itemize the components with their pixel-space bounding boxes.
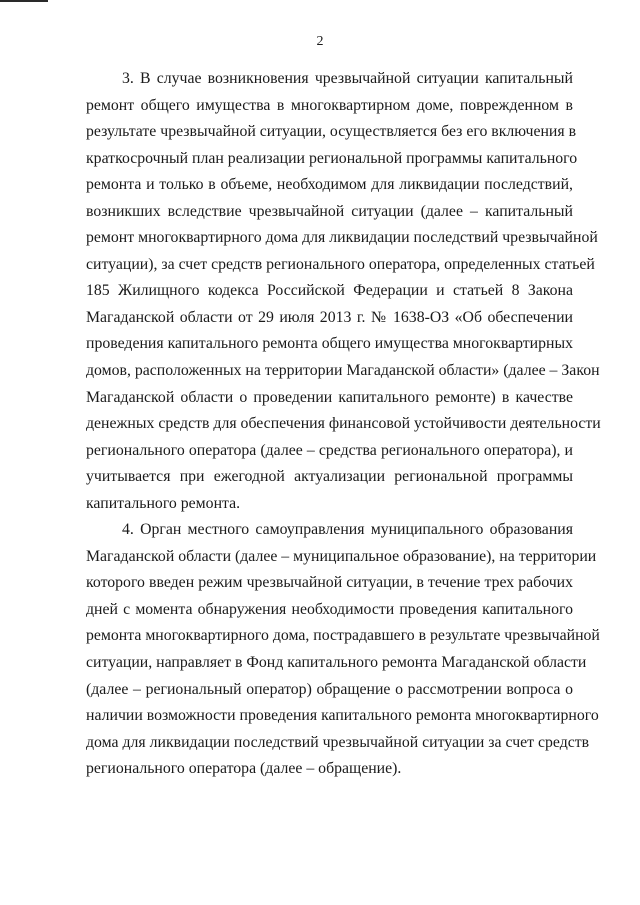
text-line: (далее – региональный оператор) обращение о рассмотрении вопроса о [86,680,573,698]
text-line: Магаданской области (далее – муниципальное образование), на территории [86,547,597,565]
paragraph-4 [86,517,600,782]
text-line: ремонт общего имущества в многоквартирном доме, поврежденном в [86,96,573,114]
text-line: учитывается при ежегодной актуализации региональной программы [86,468,573,486]
text-line: регионального оператора (далее – средства регионального оператора), и [86,441,573,459]
text-line: 3. В случае возникновения чрезвычайной ситуации капитальный [122,70,573,87]
text-line: домов, расположенных на территории Магаданской области» (далее – Закон [86,362,600,380]
text-line: денежных средств для обеспечения финансовой устойчивости деятельности [86,415,601,433]
page-number: 2 [316,34,324,49]
text-line: 4. Орган местного самоуправления муниципального образования [122,521,573,539]
text-line: возникших вследствие чрезвычайной ситуации (далее – капитальный [86,202,573,220]
text-line: наличии возможности проведения капитального ремонта многоквартирного [86,707,599,725]
text-line: Магаданской области от 29 июля 2013 г. № 1638-ОЗ «Об обеспечении [86,308,573,326]
text-line: ситуации, направляет в Фонд капитального ремонта Магаданской области [86,654,587,672]
text-line: ремонта и только в объеме, необходимом для ликвидации последствий, [86,176,573,194]
text-line: ситуации), за счет средств регионального оператора, определенных статьей [86,255,595,273]
document-body [86,66,601,783]
text-line: дней с момента обнаружения необходимости проведения капитального [86,600,573,618]
text-line: 185 Жилищного кодекса Российской Федерации и статьей 8 Закона [86,282,573,300]
text-line: Магаданской области о проведении капитального ремонте) в качестве [86,388,573,406]
text-line: ремонта многоквартирного дома, пострадавшего в результате чрезвычайной [86,627,600,645]
text-line: результате чрезвычайной ситуации, осуществляется без его включения в [86,123,577,141]
text-line: проведения капитального ремонта общего имущества многоквартирных [86,335,573,353]
paragraph-3 [86,66,601,517]
text-line: ремонт многоквартирного дома для ликвидации последствий чрезвычайной [86,229,598,247]
text-line: дома для ликвидации последствий чрезвычайной ситуации за счет средств [86,733,590,751]
text-line: краткосрочный план реализации региональной программы капитального [86,149,578,167]
text-line: которого введен режим чрезвычайной ситуации, в течение трех рабочих [86,574,573,592]
scan-edge-mark [0,0,48,2]
text-line: капитального ремонта. [86,494,241,512]
text-line: регионального оператора (далее – обращение). [86,760,402,778]
